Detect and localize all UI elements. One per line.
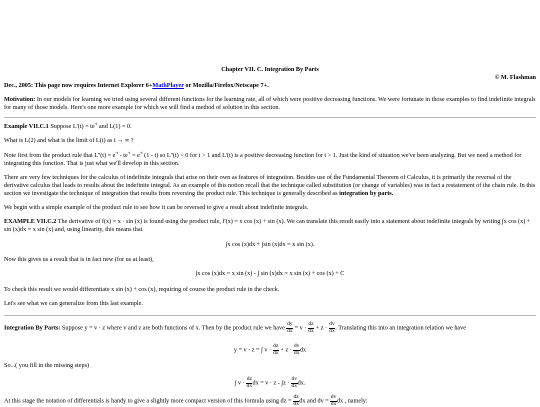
example-1	[4, 123, 536, 131]
example-2-label: EXAMPLE VII.C.2	[4, 218, 57, 225]
divider-2	[4, 315, 536, 316]
example-1-sup: -t	[94, 121, 98, 126]
motivation-paragraph	[4, 96, 536, 112]
techniques-paragraph: There are very few techniques for the calculus of indefinite integrals that arise on their own as features of integration. Besides use of the Fundamental Theorem of Calculus, it is primarily the reversal of the derivative calculus that leads to results about the indefinite integral. As an example of this notion recall that the technique called substitution (or change of variables) was in fact a restatement of the chain rule. In this section we investigate the technique of integration that results from reversing the product rule. This technique is generally described as integration by parts.	[4, 174, 536, 197]
generalize-paragraph: Let's see what we can generalize from this last example.	[4, 300, 143, 307]
browser-notice	[4, 82, 536, 90]
example-1-text2: and L(1) = 0.	[97, 123, 132, 130]
example-2	[4, 218, 536, 234]
ibp-paragraph: Integration By Parts: Suppose y = v · z where v and z are both functions of x. Then by the product rule we have $\frac{dy}{dx}$ = v · $\frac{dz}{dx}$ + z · $\frac{dv}{dx}$ . Translating this into an integration relation we have	[4, 321, 467, 334]
equation-1: ∫x cos (x)dx + ∫sin (x)dx = x sin (x).	[225, 241, 315, 248]
dz-dx-fraction: $\frac{dz}{dx}$	[308, 321, 314, 334]
motivation-text: In our models for learning we tried using several different functions for the learning rate, all of which were positive decreasing functions. We were fortunate in those examples to find indefinite integrals for many of those models. Here's one more example for which we will find a method of solution in this section.	[4, 96, 536, 111]
begin-paragraph: We begin with a simple example of the product rule to see how it can be reversed to give a result about indefinite integrals.	[4, 204, 309, 211]
divider	[4, 117, 536, 118]
dv-dx-fraction: $\frac{dv}{dx}$	[329, 321, 335, 334]
example-1-note: Note first from the product rule that $L''(t) = e^{-t} - te^{-t} = e^{-t}$ (1 - t) so L''(t) < 0 for t > 1 and L'(t) is a positive decreasing function for t > 1. Just the kind of situation we've been analyzing. But we need a method for integrating this function. That is just what we'll develop in this section.	[4, 150, 522, 167]
example-1-text: Suppose L'(t) = te	[48, 123, 95, 130]
notice-prefix: Dec., 2005: This page now requires Internet Explorer 6+	[4, 82, 153, 89]
page-title: Chapter VII. C. Integration By Parts	[221, 66, 319, 73]
now-paragraph: Now this gives us a result that is in fact new (for us at least),	[4, 256, 154, 263]
author-credit: © M. Flashman	[494, 74, 536, 81]
equation-4: ∫ v · $\frac{dz}{dx}$ dx = v · z - ∫z · $\frac{dv}{dx}$ dx.	[234, 376, 306, 389]
dy-dx-fraction: $\frac{dy}{dx}$	[286, 321, 293, 334]
motivation-label: Motivation:	[4, 96, 36, 103]
last-paragraph: At this stage the notation of differentials is handy to give a slightly more compact version of this formula using dz = $\frac{dz}{dx}$ dx and dv = $\frac{dv}{dx}$ dx , namely:	[4, 394, 368, 407]
equation-2: ∫x cos (x)dx = x sin (x) - ∫ sin (x)dx = x sin (x) + cos (x) + C	[195, 270, 345, 277]
example-1-question: What is L(2) and what is the limit of L(t) as t → ∞ ?	[4, 137, 134, 144]
equation-3: y = v · z = ∫ v · $\frac{dz}{dx}$ + z · $\frac{dv}{dx}$ dx	[233, 343, 307, 356]
fill-paragraph: So...( you fill in the missing steps)	[4, 362, 90, 369]
ibp-label: Integration By Parts:	[4, 324, 61, 332]
check-paragraph: To check this result we would differentiate x sin (x) + cos (x), requiring of course the product rule in the check.	[4, 286, 280, 293]
example-2-text: The derivative of f(x) = x · sin (x) is found using the product rule, f'(x) = x cos (x) + sin (x). We can translate this result easily into a statement about indefinite integrals by writing ∫x cos (x) + sin (x)dx = x sin (x) and, using linearity, this means that	[4, 218, 531, 233]
notice-suffix: or Mozilla/Firefox/Netscape 7+.	[183, 82, 269, 89]
mathplayer-link[interactable]: MathPlayer	[152, 82, 184, 89]
example-1-label: Example VII.C.1	[4, 123, 49, 130]
